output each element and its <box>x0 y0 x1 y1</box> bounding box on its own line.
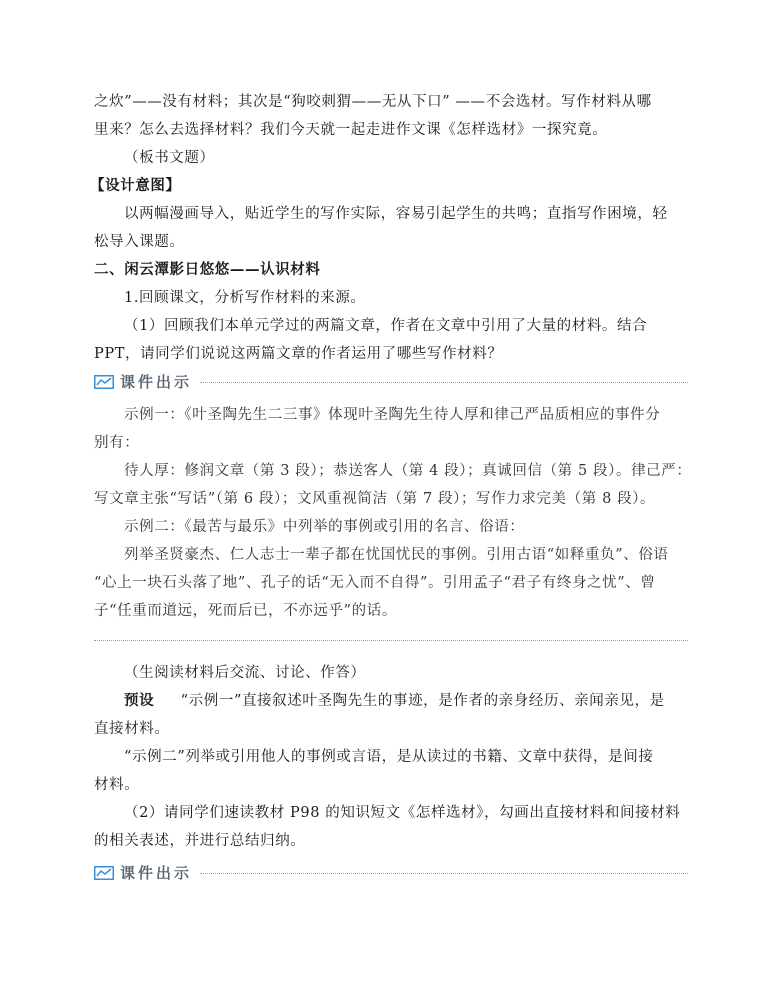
courseware-end-divider <box>94 640 688 641</box>
preset-line-2: 直接材料。 <box>94 721 170 737</box>
example-2-line-1: 示例二：《最苦与最乐》中列举的事例或引用的名言、俗语： <box>124 519 525 535</box>
preset-line-1 <box>124 691 665 711</box>
preset-line-3: “示例二”列举或引用他人的事例或言语，是从读过的书籍、文章中获得，是间接 <box>124 749 654 765</box>
preset-text: “示例一”直接叙述叶圣陶先生的事迹，是作者的亲身经历、亲闻亲见，是 <box>180 693 665 709</box>
presentation-icon <box>94 866 114 880</box>
example-2-line-3: “心上一块石头落了地”、孔子的话“无入而不自得”。引用孟子“君子有终身之忧”、曾 <box>94 575 656 591</box>
courseware-title-2: 课件出示 <box>120 864 193 882</box>
dotted-rule <box>200 873 688 874</box>
question-2-line-2: 的相关表述，并进行总结归纳。 <box>94 833 306 849</box>
preset-label: 预设 <box>124 693 155 709</box>
courseware-title-1: 课件出示 <box>120 373 193 391</box>
design-line-1: 以两幅漫画导入，贴近学生的写作实际，容易引起学生的共鸣；直指写作困境，轻 <box>124 206 668 222</box>
question-1-line-1: （1）回顾我们本单元学过的两篇文章，作者在文章中引用了大量的材料。结合 <box>124 318 648 334</box>
step-1: 1.回顾课文，分析写作材料的来源。 <box>124 290 366 306</box>
board-note: （板书文题） <box>124 150 215 166</box>
example-1-line-4: 写文章主张“写话”（第 6 段）；文风重视简洁（第 7 段）；写作力求完美（第 8 段）。 <box>94 491 656 507</box>
example-2-line-4: 子“任重而道远，死而后已，不亦远乎”的话。 <box>94 603 397 619</box>
intro-line-2: 里来？怎么去选择材料？我们今天就一起走进作文课《怎样选材》一探究竟。 <box>94 122 608 138</box>
presentation-icon <box>94 375 114 389</box>
example-2-line-2: 列举圣贤豪杰、仁人志士一辈子都在忧国忧民的事例。引用古语“如释重负”、俗语 <box>124 547 669 563</box>
question-2-line-1: （2）请同学们速读教材 P98 的知识短文《怎样选材》，勾画出直接材料和间接材料 <box>124 805 681 821</box>
example-1-line-1: 示例一：《叶圣陶先生二三事》体现叶圣陶先生待人厚和律己严品质相应的事件分 <box>124 407 661 423</box>
design-intent-heading: 【设计意图】 <box>90 178 181 194</box>
section-two-heading: 二、闲云潭影日悠悠——认识材料 <box>94 262 321 278</box>
question-1-line-2: PPT，请同学们说说这两篇文章的作者运用了哪些写作材料？ <box>94 346 503 362</box>
courseware-header-1 <box>94 371 688 393</box>
example-1-line-2: 别有： <box>94 435 140 451</box>
courseware-header-2 <box>94 862 688 884</box>
intro-line-1: 之炊”——没有材料；其次是“狗咬刺猬——无从下口” ——不会选材。写作材料从哪 <box>94 94 652 110</box>
preset-line-4: 材料。 <box>94 777 140 793</box>
dotted-rule <box>200 382 688 383</box>
example-1-line-3: 待人厚：修润文章（第 3 段）；恭送客人（第 4 段）；真诚回信（第 5 段）。律己严： <box>124 463 692 479</box>
discussion-note: （生阅读材料后交流、讨论、作答） <box>124 665 366 681</box>
design-line-2: 松导入课题。 <box>94 234 185 250</box>
